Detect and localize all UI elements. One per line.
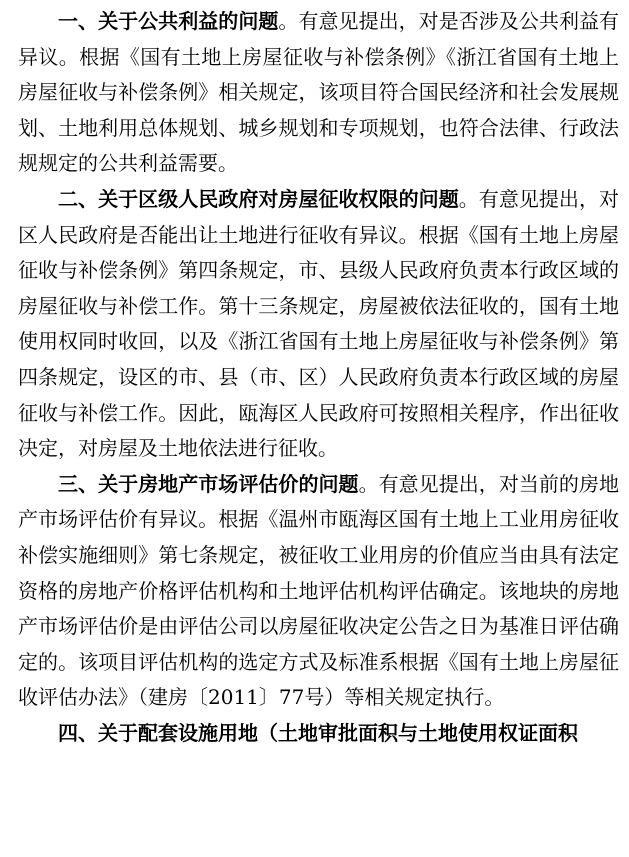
paragraph-public-interest <box>18 4 619 182</box>
paragraph-market-valuation <box>18 467 619 716</box>
heading-supporting-facilities: 四、关于配套设施用地（土地审批面积与土地使用权证面积 <box>58 720 578 745</box>
heading-public-interest: 一、关于公共利益的问题 <box>58 9 279 33</box>
body-public-interest: 。有意见提出，对是否涉及公共利益有异议。根据《国有土地上房屋征收与补偿条例》《浙江省国有土地上房屋征收与补偿条例》相关规定，该项目符合国民经济和社会发展规划、土地利用总体规划、城乡规划和专项规划，也符合法律、行政法规规定的公共利益需要。 <box>18 9 620 176</box>
heading-expropriation-authority: 二、关于区级人民政府对房屋征收权限的问题 <box>58 186 459 211</box>
heading-market-valuation: 三、关于房地产市场评估价的问题 <box>58 471 359 496</box>
body-market-valuation: 。有意见提出，对当前的房地产市场评估价有异议。根据《温州市瓯海区国有土地上工业用房征收补偿实施细则》第七条规定，被征收工业用房的价值应当由具有法定资格的房地产价格评估机构和土地评估机构评估确定。该地块的房地产市场评估价是由评估公司以房屋征收决定公告之日为基准日评估确定的。该项目评估机构的选定方式及标准系根据《国有土地上房屋征收评估办法》（建房〔2011〕77号）等相关规定执行。 <box>18 471 620 710</box>
paragraph-expropriation-authority <box>18 182 619 467</box>
body-expropriation-authority: 。有意见提出，对区人民政府是否能出让土地进行征收有异议。根据《国有土地上房屋征收与补偿条例》第四条规定，市、县级人民政府负责本行政区域的房屋征收与补偿工作。第十三条规定，房屋被依法征收的，国有土地使用权同时收回，以及《浙江省国有土地上房屋征收与补偿条例》第四条规定，设区的市、县（市、区）人民政府负责本行政区域的房屋征收与补偿工作。因此，瓯海区人民政府可按照相关程序，作出征收决定，对房屋及土地依法进行征收。 <box>18 186 620 461</box>
paragraph-supporting-facilities <box>18 716 619 752</box>
